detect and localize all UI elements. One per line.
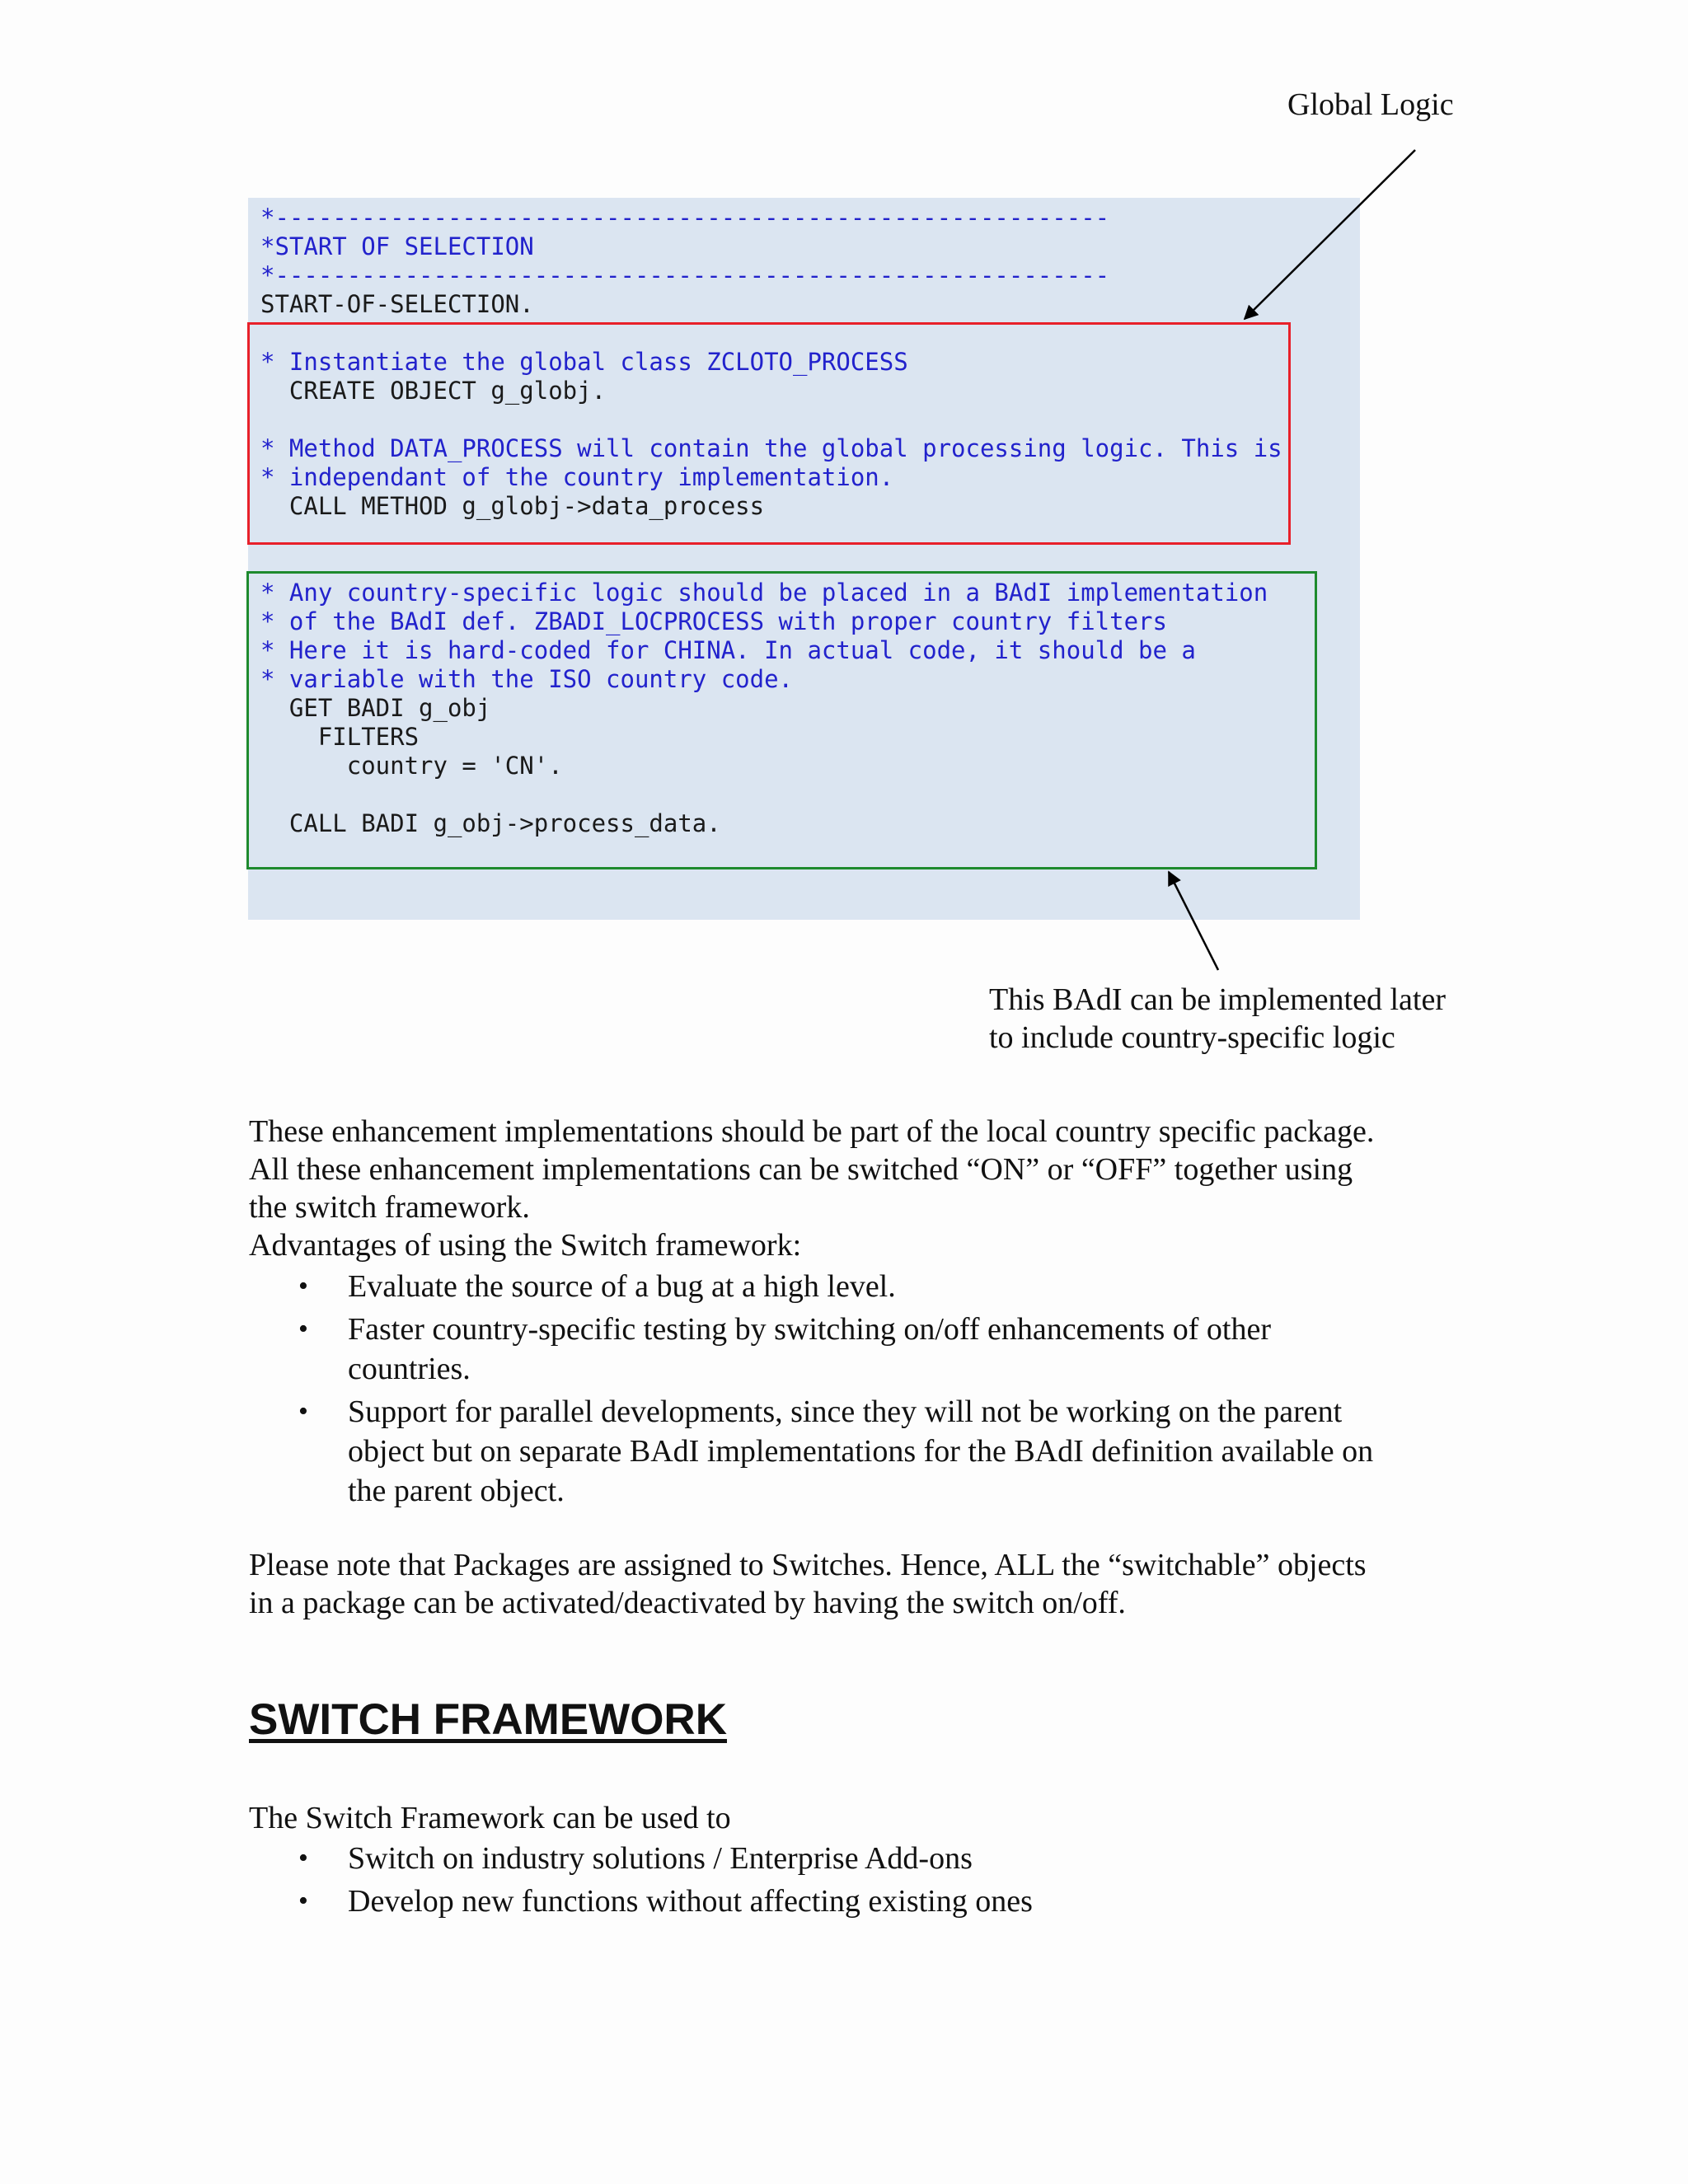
code-comment-line: *START OF SELECTION xyxy=(260,232,534,260)
list-item xyxy=(249,1432,1373,1471)
code-line: CALL METHOD g_globj->data_process xyxy=(260,492,765,520)
code-comment-line: *---------------------------------------------------------- xyxy=(260,204,1110,232)
advantages-list xyxy=(249,1267,1373,1514)
list-item-text: countries. xyxy=(348,1352,471,1386)
code-comment-line: * Instantiate the global class ZCLOTO_PROCESS xyxy=(260,348,908,376)
badi-callout-line-1: This BAdI can be implemented later xyxy=(989,982,1446,1017)
intro-line-1: These enhancement implementations should be part of the local country specific package. xyxy=(249,1114,1375,1149)
list-item-text: Develop new functions without affecting existing ones xyxy=(348,1884,1033,1919)
code-comment-line: * independant of the country implementation. xyxy=(260,463,894,491)
uses-list xyxy=(249,1839,1033,1924)
code-line: FILTERS xyxy=(260,723,420,751)
list-item-text: Switch on industry solutions / Enterprise Add-ons xyxy=(348,1841,973,1876)
bullet-icon: • xyxy=(298,1886,308,1916)
list-item xyxy=(249,1471,1373,1511)
bullet-icon: • xyxy=(298,1314,308,1344)
list-item xyxy=(249,1392,1373,1432)
note-line-1: Please note that Packages are assigned to Switches. Hence, ALL the “switchable” objects xyxy=(249,1548,1367,1582)
global-logic-arrow xyxy=(1245,150,1415,319)
code-comment-line: * variable with the ISO country code. xyxy=(260,665,794,693)
bullet-icon: • xyxy=(298,1271,308,1301)
list-item-text: Faster country-specific testing by switching on/off enhancements of other xyxy=(348,1312,1271,1347)
code-comment-line: * Here it is hard-coded for CHINA. In actual code, it should be a xyxy=(260,636,1196,664)
list-item xyxy=(249,1267,1373,1306)
advantages-heading: Advantages of using the Switch framework: xyxy=(249,1228,802,1263)
intro-line-3: the switch framework. xyxy=(249,1190,530,1225)
global-logic-callout: Global Logic xyxy=(1287,87,1454,122)
code-comment-line: * Any country-specific logic should be placed in a BAdI implementation xyxy=(260,579,1268,607)
bullet-icon: • xyxy=(298,1843,308,1873)
list-item-text: Support for parallel developments, since they will not be working on the parent xyxy=(348,1394,1343,1429)
note-line-2: in a package can be activated/deactivated by having the switch on/off. xyxy=(249,1586,1126,1620)
list-item xyxy=(249,1310,1373,1349)
section-title: SWITCH FRAMEWORK xyxy=(249,1695,727,1744)
badi-arrow xyxy=(1169,872,1218,970)
list-item xyxy=(249,1882,1033,1921)
list-item-text: the parent object. xyxy=(348,1474,565,1508)
section-intro: The Switch Framework can be used to xyxy=(249,1801,731,1835)
code-line: CREATE OBJECT g_globj. xyxy=(260,377,607,405)
list-item-text: object but on separate BAdI implementations for the BAdI definition available on xyxy=(348,1434,1374,1469)
list-item xyxy=(249,1349,1373,1389)
code-comment-line: * of the BAdI def. ZBADI_LOCPROCESS with proper country filters xyxy=(260,607,1167,635)
bullet-icon: • xyxy=(298,1396,308,1427)
list-item-text: Evaluate the source of a bug at a high level. xyxy=(348,1269,896,1304)
code-line: START-OF-SELECTION. xyxy=(260,290,534,318)
code-line: GET BADI g_obj xyxy=(260,694,491,722)
code-line: country = 'CN'. xyxy=(260,752,563,780)
badi-callout-line-2: to include country-specific logic xyxy=(989,1020,1395,1055)
code-comment-line: * Method DATA_PROCESS will contain the global processing logic. This is xyxy=(260,434,1282,462)
code-line: CALL BADI g_obj->process_data. xyxy=(260,809,721,837)
list-item xyxy=(249,1839,1033,1878)
code-comment-line: *---------------------------------------------------------- xyxy=(260,261,1110,289)
callout-arrows xyxy=(0,0,1688,989)
intro-line-2: All these enhancement implementations can be switched “ON” or “OFF” together using xyxy=(249,1152,1353,1187)
